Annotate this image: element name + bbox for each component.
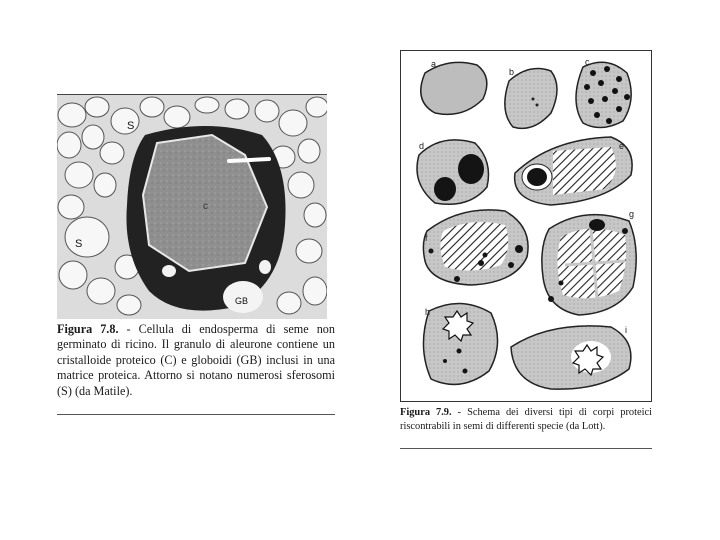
label-s-left: S bbox=[75, 238, 83, 250]
panel-label-f: f bbox=[425, 233, 428, 243]
label-c: c bbox=[203, 201, 208, 212]
label-s-top: S bbox=[127, 120, 135, 132]
panel-label-b: b bbox=[509, 67, 515, 77]
panel-label-c: c bbox=[585, 57, 590, 67]
caption-figure-7-8 bbox=[57, 322, 335, 399]
schematic-drawing bbox=[401, 51, 651, 401]
label-gb: GB bbox=[235, 296, 249, 306]
panel-label-a: a bbox=[431, 59, 437, 69]
panel-label-d: d bbox=[419, 141, 425, 151]
caption-label-7-9: Figura 7.9. bbox=[400, 407, 452, 418]
schematic-figure-7-9 bbox=[400, 50, 652, 402]
panel-label-h: h bbox=[425, 307, 431, 317]
caption-text-7-8: - Cellula di endosperma di seme non germinato di ricino. Il granulo di aleurone contiene un cristalloide proteico (C) e globoidi (GB) inclusi in una matrice proteica. Attorno si notano numerosi sferosomi (S) (da Matile). bbox=[57, 322, 335, 398]
micrograph-drawing bbox=[57, 95, 327, 319]
caption-rule-7-8 bbox=[57, 414, 335, 415]
panel-label-e: e bbox=[619, 141, 625, 151]
caption-text-7-9: - Schema dei diversi tipi di corpi proteici riscontrabili in semi di differenti specie (da Lott). bbox=[400, 407, 652, 432]
panel-label-g: g bbox=[629, 209, 635, 219]
caption-label-7-8: Figura 7.8. bbox=[57, 322, 119, 336]
panel-label-i: i bbox=[625, 325, 627, 335]
micrograph-figure-7-8 bbox=[57, 94, 327, 319]
caption-figure-7-9 bbox=[400, 406, 652, 433]
caption-rule-7-9 bbox=[400, 448, 652, 449]
